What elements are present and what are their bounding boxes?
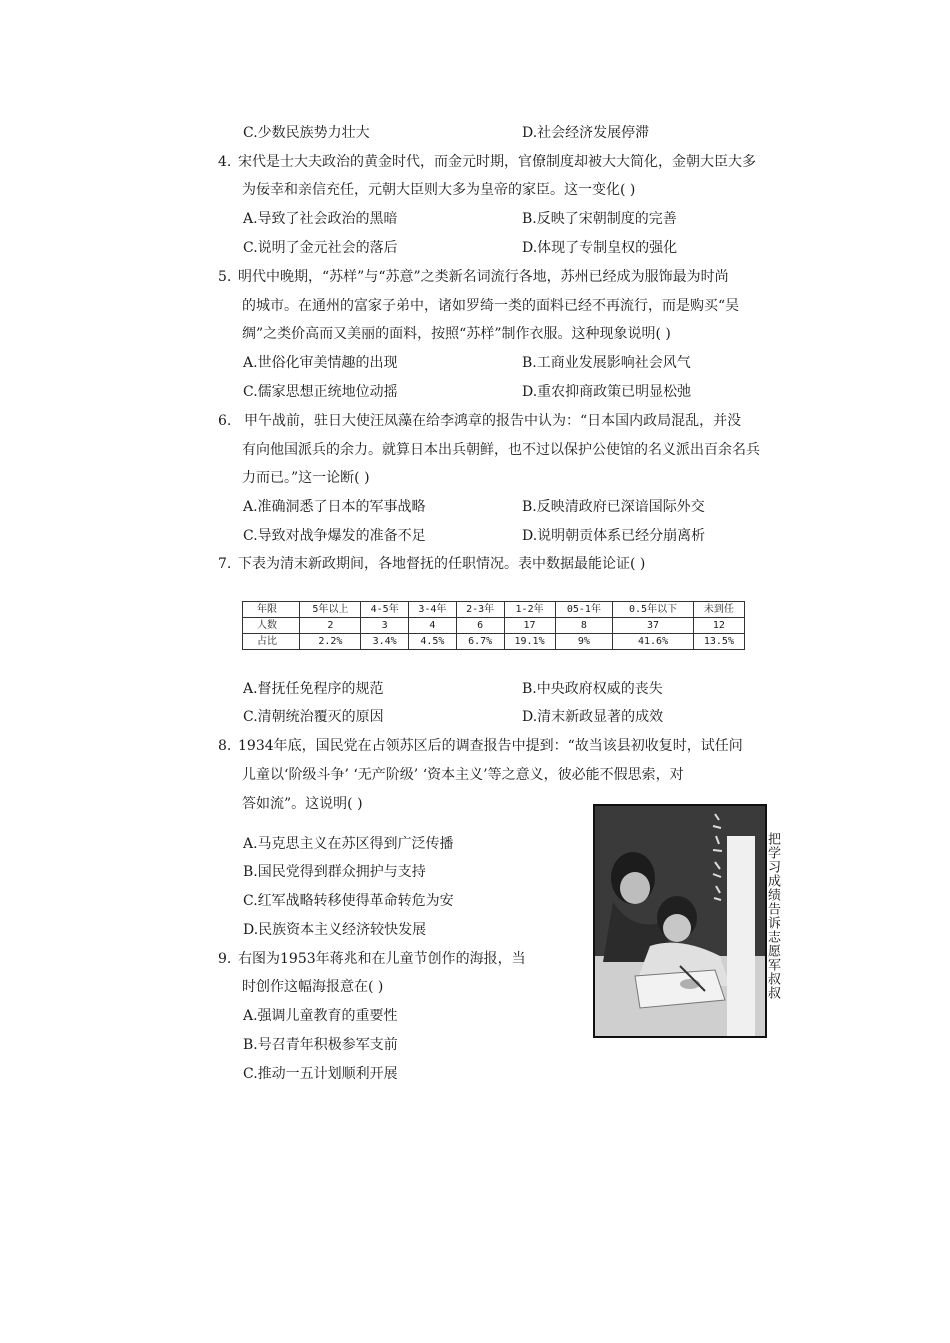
q8-number: 8.	[218, 738, 232, 754]
q8-stem-line: 1934年底，国民党在占领苏区后的调查报告中提到：“故当该县初收复时，试任问	[238, 738, 743, 754]
q7-option-d: D.清末新政显著的成效	[522, 709, 664, 725]
table-cell: 2-3年	[456, 602, 504, 618]
q4-stem-line: 宋代是士大夫政治的黄金时代，而金元时期，官僚制度却被大大简化，金朝大臣大多	[238, 154, 756, 170]
q5-stem-line: 的城市。在通州的富家子弟中，诸如罗绮一类的面料已经不再流行，而是购买“吴	[242, 298, 740, 314]
table-cell: 人数	[243, 618, 300, 634]
q6-option-a: A.准确洞悉了日本的军事战略	[243, 499, 426, 515]
q8-option-b: B.国民党得到群众拥护与支持	[243, 864, 426, 880]
table-cell: 8	[555, 618, 613, 634]
table-cell: 05-1年	[555, 602, 613, 618]
q4-option-a: A.导致了社会政治的黑暗	[243, 211, 398, 227]
q7-stem-line: 下表为清末新政期间，各地督抚的任职情况。表中数据最能论证( )	[238, 556, 646, 572]
q8-option-c: C.红军战略转移使得革命转危为安	[243, 893, 454, 909]
q9-option-b: B.号召青年积极参军支前	[243, 1037, 398, 1053]
table-cell: 17	[504, 618, 555, 634]
table-cell: 13.5%	[693, 634, 744, 650]
table-cell: 2.2%	[300, 634, 361, 650]
q5-option-d: D.重农抑商政策已明显松弛	[522, 384, 692, 400]
table-cell: 5年以上	[300, 602, 361, 618]
table-cell: 2	[300, 618, 361, 634]
q6-stem-line: 甲午战前，驻日大使汪凤藻在给李鸿章的报告中认为：“日本国内政局混乱，并没	[244, 413, 742, 429]
table-cell: 4	[409, 618, 457, 634]
q4-option-b: B.反映了宋朝制度的完善	[522, 211, 677, 227]
poster-illustration	[595, 806, 765, 1036]
table-cell: 37	[613, 618, 694, 634]
table-row	[243, 602, 745, 618]
table-cell: 年限	[243, 602, 300, 618]
poster-image	[593, 804, 767, 1038]
q6-option-d: D.说明朝贡体系已经分崩离析	[522, 528, 706, 544]
table-cell: 3-4年	[409, 602, 457, 618]
q6-option-b: B.反映清政府已深谙国际外交	[522, 499, 705, 515]
q9-option-a: A.强调儿童教育的重要性	[243, 1008, 398, 1024]
table-cell: 0.5年以下	[613, 602, 694, 618]
q5-stem-line: 明代中晚期，“苏样”与“苏意”之类新名词流行各地，苏州已经成为服饰最为时尚	[238, 269, 729, 285]
q6-stem-line: 力而已。”这一论断( )	[242, 470, 370, 486]
table-cell: 3.4%	[361, 634, 409, 650]
table-cell: 6	[456, 618, 504, 634]
q8-stem-line: 儿童以‘阶级斗争’ ‘无产阶级’ ‘资本主义’等之意义，彼必能不假思索，对	[242, 767, 684, 783]
table-row	[243, 634, 745, 650]
table-cell: 41.6%	[613, 634, 694, 650]
q7-option-c: C.清朝统治覆灭的原因	[243, 709, 384, 725]
q4-option-d: D.体现了专制皇权的强化	[522, 240, 678, 256]
table-cell: 4-5年	[361, 602, 409, 618]
q8-option-d: D.民族资本主义经济较快发展	[243, 922, 427, 938]
table-cell: 9%	[555, 634, 613, 650]
q3-option-c: C.少数民族势力壮大	[243, 125, 370, 141]
q5-option-a: A.世俗化审美情趣的出现	[243, 355, 398, 371]
q9-option-c: C.推动一五计划顺利开展	[243, 1066, 398, 1082]
q4-stem-line: 为佞幸和亲信充任，元朝大臣则大多为皇帝的家臣。这一变化( )	[242, 182, 636, 198]
q8-stem-line: 答如流”。这说明( )	[242, 796, 363, 812]
q6-stem-line: 有向他国派兵的余力。就算日本出兵朝鲜，也不过以保护公使馆的名义派出百余名兵	[242, 442, 760, 458]
table-cell: 6.7%	[456, 634, 504, 650]
tenure-table	[242, 601, 745, 650]
q7-option-b: B.中央政府权威的丧失	[522, 681, 663, 697]
table-cell: 19.1%	[504, 634, 555, 650]
table-cell: 3	[361, 618, 409, 634]
q9-stem-line: 右图为1953年蒋兆和在儿童节创作的海报，当	[238, 951, 526, 967]
q4-number: 4.	[218, 154, 232, 170]
poster-caption: 把学习成绩告诉志愿军叔叔	[765, 832, 780, 1000]
q5-option-b: B.工商业发展影响社会风气	[522, 355, 691, 371]
q7-number: 7.	[218, 556, 232, 572]
table-cell: 1-2年	[504, 602, 555, 618]
table-row	[243, 618, 745, 634]
q8-option-a: A.马克思主义在苏区得到广泛传播	[243, 836, 454, 852]
table-cell: 12	[693, 618, 744, 634]
q6-number: 6.	[218, 413, 232, 429]
q9-number: 9.	[218, 951, 232, 967]
table-cell: 未到任	[693, 602, 744, 618]
q5-stem-line: 绸”之类价高而又美丽的面料，按照“苏样”制作衣服。这种现象说明( )	[242, 326, 671, 342]
table-cell: 占比	[243, 634, 300, 650]
table-cell: 4.5%	[409, 634, 457, 650]
q5-number: 5.	[218, 269, 232, 285]
q9-stem-line: 时创作这幅海报意在( )	[242, 979, 384, 995]
q6-option-c: C.导致对战争爆发的准备不足	[243, 528, 426, 544]
q4-option-c: C.说明了金元社会的落后	[243, 240, 398, 256]
q3-option-d: D.社会经济发展停滞	[522, 125, 650, 141]
q5-option-c: C.儒家思想正统地位动摇	[243, 384, 398, 400]
q7-option-a: A.督抚任免程序的规范	[243, 681, 384, 697]
